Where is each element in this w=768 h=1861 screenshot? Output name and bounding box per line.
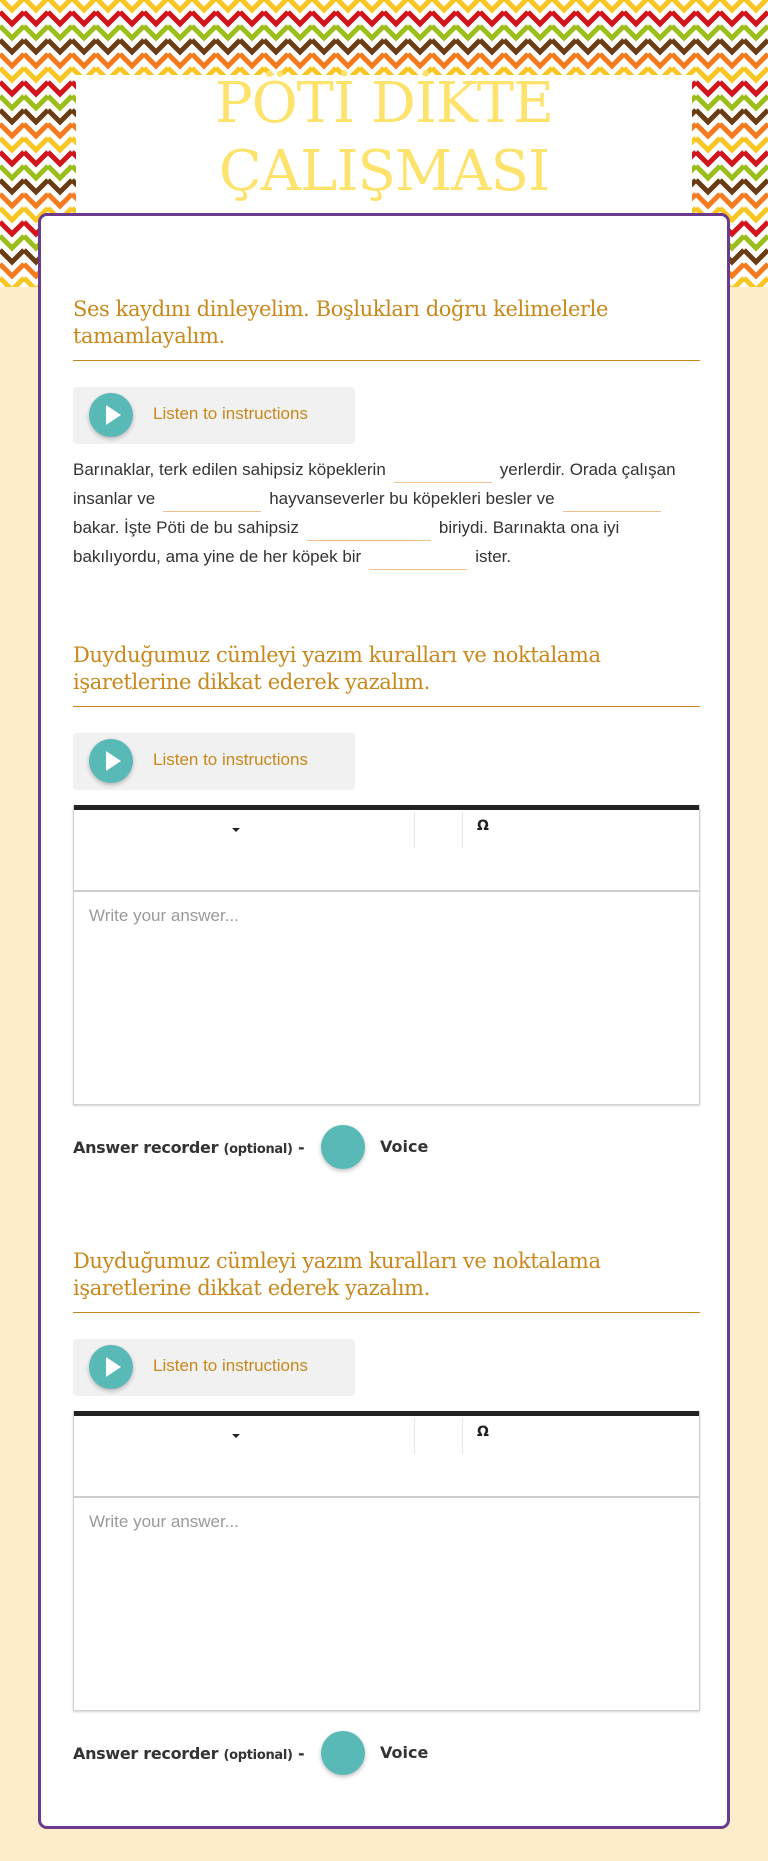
cloze-text: hayvanseverler bu köpekleri besler ve bbox=[269, 489, 555, 508]
section-heading: Duyduğumuz cümleyi yazım kuralları ve noktalama işaretlerine dikkat ederek yazalım. bbox=[73, 643, 601, 694]
voice-label: Voice bbox=[380, 1743, 429, 1762]
blank-input-5[interactable] bbox=[369, 551, 467, 570]
toolbar-separator bbox=[414, 1418, 415, 1454]
section-dictation-1 bbox=[73, 642, 700, 1169]
toolbar-separator bbox=[462, 1418, 463, 1454]
play-icon bbox=[89, 1345, 133, 1389]
divider bbox=[73, 706, 700, 707]
page-title-line1: PÖTİ DİKTE bbox=[215, 71, 553, 136]
toolbar-separator bbox=[462, 812, 463, 848]
cloze-text: ister. bbox=[475, 547, 512, 566]
blank-input-1[interactable] bbox=[394, 464, 492, 483]
voice-label: Voice bbox=[380, 1137, 429, 1156]
format-dropdown-caret-icon[interactable] bbox=[232, 1434, 240, 1438]
recorder-label: Answer recorder (optional) - bbox=[73, 1138, 305, 1157]
section-fill-blanks bbox=[73, 296, 700, 571]
divider bbox=[73, 1312, 700, 1313]
record-voice-button[interactable] bbox=[321, 1731, 365, 1775]
worksheet-card bbox=[38, 213, 730, 1829]
page-title bbox=[76, 70, 692, 206]
recorder-label: Answer recorder (optional) - bbox=[73, 1744, 305, 1763]
section-heading: Ses kaydını dinleyelim. Boşlukları doğru kelimelerle tamamlayalım. bbox=[73, 297, 608, 348]
section-heading: Duyduğumuz cümleyi yazım kuralları ve noktalama işaretlerine dikkat ederek yazalım. bbox=[73, 1249, 601, 1300]
answer-textarea[interactable]: Write your answer... bbox=[89, 1512, 239, 1531]
cloze-paragraph bbox=[73, 455, 700, 571]
section-dictation-2 bbox=[73, 1248, 700, 1775]
toolbar-separator bbox=[414, 812, 415, 848]
page-title-line2: ÇALIŞMASI bbox=[218, 139, 550, 204]
special-characters-button[interactable]: Ω bbox=[477, 818, 489, 834]
special-characters-button[interactable]: Ω bbox=[477, 1424, 489, 1440]
listen-instructions-button[interactable] bbox=[73, 387, 355, 443]
answer-recorder bbox=[73, 1731, 700, 1775]
blank-input-4[interactable] bbox=[307, 522, 431, 541]
editor-toolbar bbox=[74, 1411, 699, 1498]
listen-label: Listen to instructions bbox=[153, 404, 308, 423]
cloze-text: bakar. İşte Pöti de bu sahipsiz bbox=[73, 518, 299, 537]
record-voice-button[interactable] bbox=[321, 1125, 365, 1169]
answer-recorder bbox=[73, 1125, 700, 1169]
listen-instructions-button[interactable] bbox=[73, 733, 355, 789]
blank-input-3[interactable] bbox=[563, 493, 661, 512]
listen-label: Listen to instructions bbox=[153, 1356, 308, 1375]
listen-label: Listen to instructions bbox=[153, 750, 308, 769]
cloze-text: yerlerdir. Orada çalışan insanlar ve bbox=[73, 460, 676, 508]
answer-editor bbox=[73, 805, 700, 1105]
play-icon bbox=[89, 393, 133, 437]
cloze-text: Barınaklar, terk edilen sahipsiz köpeklerin bbox=[73, 460, 386, 479]
answer-textarea[interactable]: Write your answer... bbox=[89, 906, 239, 925]
divider bbox=[73, 360, 700, 361]
listen-instructions-button[interactable] bbox=[73, 1339, 355, 1395]
answer-editor bbox=[73, 1411, 700, 1711]
cloze-text: biriydi. Barınakta ona iyi bakılıyordu, ama yine de her köpek bir bbox=[73, 518, 620, 566]
format-dropdown-caret-icon[interactable] bbox=[232, 828, 240, 832]
editor-toolbar bbox=[74, 805, 699, 892]
play-icon bbox=[89, 739, 133, 783]
blank-input-2[interactable] bbox=[163, 493, 261, 512]
